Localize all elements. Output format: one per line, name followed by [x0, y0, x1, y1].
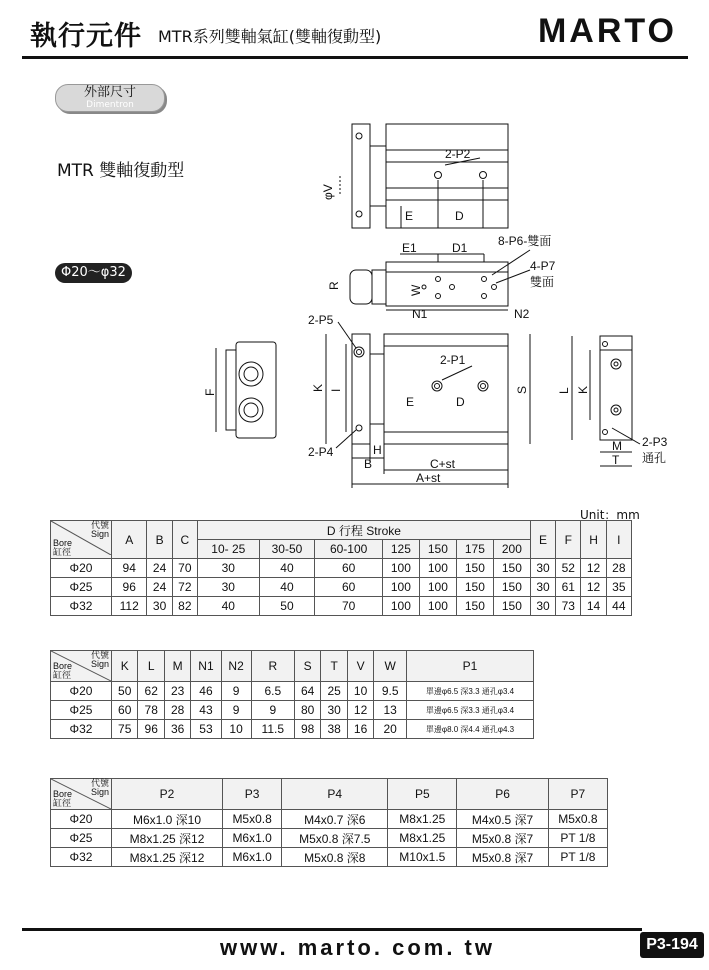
- table-row: [51, 597, 632, 616]
- stroke-col: 60-100: [315, 540, 383, 559]
- stroke-col: 30-50: [259, 540, 315, 559]
- table-cell: 28: [606, 559, 631, 578]
- table-cell: 30: [321, 701, 347, 720]
- table-row: [51, 848, 608, 867]
- label-b: B: [364, 457, 373, 471]
- table-cell: M8x1.25 深12: [112, 848, 223, 867]
- label-p3: 2-P3: [642, 435, 668, 449]
- stroke-col: 10- 25: [197, 540, 259, 559]
- table-cell: 78: [138, 701, 164, 720]
- label-f: F: [203, 388, 217, 396]
- table-cell: 12: [347, 701, 373, 720]
- table-cell: M6x1.0: [223, 829, 282, 848]
- table-cell: 96: [112, 578, 147, 597]
- label-p1: 2-P1: [440, 353, 466, 367]
- badge-label: 外部尺寸: [83, 85, 136, 100]
- label-e-front: E: [406, 395, 415, 409]
- stroke-col: 150: [419, 540, 456, 559]
- label-i: I: [329, 388, 343, 392]
- table-cell: 46: [191, 682, 221, 701]
- header-s: S: [294, 651, 320, 682]
- table-cell: 20: [374, 720, 407, 739]
- table-cell: 12: [581, 578, 606, 597]
- table-cell: 35: [606, 578, 631, 597]
- table-cell: 150: [456, 559, 493, 578]
- table-cell: M10x1.5: [388, 848, 457, 867]
- label-n2: N2: [514, 307, 530, 321]
- label-t: T: [612, 453, 620, 467]
- table-cell: 24: [147, 578, 172, 597]
- table-cell: M5x0.8 深7: [457, 829, 548, 848]
- table-cell: 100: [419, 559, 456, 578]
- table-cell: 100: [419, 597, 456, 616]
- model-title: MTR 雙軸復動型: [57, 161, 185, 181]
- header-p4: P4: [282, 779, 388, 810]
- table2-corner: [51, 651, 112, 682]
- table-cell: M8x1.25: [388, 810, 457, 829]
- badge-sublabel: Dimentron: [86, 100, 134, 110]
- label-c-st: C+st: [430, 457, 456, 471]
- corner-sign: Sign: [90, 787, 109, 797]
- table-cell: M6x1.0: [223, 848, 282, 867]
- header-n1: N1: [191, 651, 221, 682]
- table-cell: PT 1/8: [548, 829, 607, 848]
- header-stroke: D 行程 Stroke: [197, 521, 530, 540]
- label-p2: 2-P2: [445, 147, 471, 161]
- label-h: H: [373, 443, 382, 457]
- p1-spec-cell: 單邊φ6.5 深3.3 通孔φ3.4: [407, 701, 534, 720]
- label-p7-sides: 雙面: [530, 275, 555, 289]
- label-d-top: D: [455, 209, 464, 223]
- bore-cell: Φ32: [51, 720, 112, 739]
- bore-cell: Φ20: [51, 559, 112, 578]
- series-subtitle: MTR系列雙軸氣缸(雙軸復動型): [158, 27, 382, 46]
- section-title: 執行元件: [30, 21, 142, 52]
- table-cell: 150: [493, 597, 530, 616]
- table-cell: 100: [382, 597, 419, 616]
- table-cell: PT 1/8: [548, 848, 607, 867]
- corner-bore: Bore: [53, 538, 73, 548]
- table-cell: 23: [164, 682, 190, 701]
- table-cell: 10: [347, 682, 373, 701]
- table-cell: 52: [556, 559, 581, 578]
- table-cell: 53: [191, 720, 221, 739]
- table-cell: 70: [172, 559, 197, 578]
- bore-cell: Φ25: [51, 701, 112, 720]
- header-a: A: [112, 521, 147, 559]
- table-cell: 100: [382, 578, 419, 597]
- table-cell: 80: [294, 701, 320, 720]
- bore-cell: Φ32: [51, 597, 112, 616]
- table-cell: 43: [191, 701, 221, 720]
- header-l: L: [138, 651, 164, 682]
- header-w: W: [374, 651, 407, 682]
- header-p5: P5: [388, 779, 457, 810]
- table-cell: 10: [221, 720, 251, 739]
- bore-cell: Φ20: [51, 682, 112, 701]
- bore-range-badge: Φ20～φ32: [55, 263, 132, 283]
- table-cell: 112: [112, 597, 147, 616]
- bore-cell: Φ20: [51, 810, 112, 829]
- header-h: H: [581, 521, 606, 559]
- header-k: K: [112, 651, 138, 682]
- corner-sign-cn: 代號: [90, 778, 109, 788]
- unit-label: Unit：mm: [580, 508, 640, 522]
- table-row: [51, 559, 632, 578]
- label-m: M: [612, 439, 622, 453]
- corner-sign-cn: 代號: [90, 650, 109, 660]
- header-b: B: [147, 521, 172, 559]
- table-cell: 50: [112, 682, 138, 701]
- header-p2: P2: [112, 779, 223, 810]
- table-cell: M8x1.25: [388, 829, 457, 848]
- table-cell: 60: [112, 701, 138, 720]
- table3-corner: [51, 779, 112, 810]
- table-cell: 38: [321, 720, 347, 739]
- table-cell: 150: [456, 597, 493, 616]
- table-cell: 98: [294, 720, 320, 739]
- table-cell: 30: [530, 597, 555, 616]
- table-cell: 40: [259, 578, 315, 597]
- label-e-top: E: [405, 209, 414, 223]
- table-cell: 100: [419, 578, 456, 597]
- table-cell: M5x0.8: [223, 810, 282, 829]
- table-cell: M5x0.8 深8: [282, 848, 388, 867]
- table-cell: 36: [164, 720, 190, 739]
- header-p3: P3: [223, 779, 282, 810]
- table-cell: 100: [382, 559, 419, 578]
- label-d-front: D: [456, 395, 465, 409]
- dimension-table-3: [50, 778, 608, 867]
- header-v: V: [347, 651, 373, 682]
- header-i: I: [606, 521, 631, 559]
- table-cell: 64: [294, 682, 320, 701]
- header-p7: P7: [548, 779, 607, 810]
- table-cell: M5x0.8 深7: [457, 848, 548, 867]
- table-cell: 70: [315, 597, 383, 616]
- table1-corner: [51, 521, 112, 559]
- header-e: E: [530, 521, 555, 559]
- table-cell: 60: [315, 559, 383, 578]
- website-url[interactable]: www. marto. com. tw: [220, 935, 495, 960]
- label-p4: 2-P4: [308, 445, 334, 459]
- table-row: [51, 578, 632, 597]
- stroke-col: 200: [493, 540, 530, 559]
- table-row: [51, 682, 534, 701]
- table-cell: 30: [197, 559, 259, 578]
- table-cell: 13: [374, 701, 407, 720]
- footer-divider: [22, 928, 642, 931]
- table-cell: M4x0.5 深7: [457, 810, 548, 829]
- table-cell: M8x1.25 深12: [112, 829, 223, 848]
- table-cell: 82: [172, 597, 197, 616]
- table-cell: 75: [112, 720, 138, 739]
- table-cell: 12: [581, 559, 606, 578]
- label-s: S: [515, 385, 529, 394]
- table-cell: 61: [556, 578, 581, 597]
- header-p1: P1: [407, 651, 534, 682]
- table-cell: 11.5: [251, 720, 294, 739]
- dimension-table-2: [50, 650, 534, 739]
- table-cell: 72: [172, 578, 197, 597]
- bore-cell: Φ25: [51, 829, 112, 848]
- table-row: [51, 810, 608, 829]
- p1-spec-cell: 單邊φ6.5 深3.3 通孔φ3.4: [407, 682, 534, 701]
- table-cell: 16: [347, 720, 373, 739]
- table-cell: 30: [530, 578, 555, 597]
- stroke-col: 125: [382, 540, 419, 559]
- table-cell: M5x0.8: [548, 810, 607, 829]
- corner-sign: Sign: [90, 659, 109, 669]
- header-p6: P6: [457, 779, 548, 810]
- page-number: P3-194: [640, 932, 704, 958]
- front-view-body: [384, 334, 508, 444]
- brand-logo: MARTO: [537, 12, 677, 50]
- table-cell: 9.5: [374, 682, 407, 701]
- bore-cell: Φ32: [51, 848, 112, 867]
- label-p6: 8-P6-雙面: [498, 234, 552, 248]
- label-k-front: K: [311, 383, 325, 392]
- table-cell: 40: [197, 597, 259, 616]
- table-cell: M4x0.7 深6: [282, 810, 388, 829]
- table-row: [51, 720, 534, 739]
- label-p5: 2-P5: [308, 313, 334, 327]
- table-cell: 6.5: [251, 682, 294, 701]
- label-a-st: A+st: [416, 471, 441, 485]
- dimension-table-1: [50, 520, 632, 616]
- corner-bore-cn: 缸徑: [53, 670, 72, 680]
- table-cell: 30: [147, 597, 172, 616]
- header-c: C: [172, 521, 197, 559]
- label-through-hole: 通孔: [642, 451, 667, 465]
- table-cell: 28: [164, 701, 190, 720]
- label-phi-v: φV: [321, 184, 335, 200]
- table-cell: 14: [581, 597, 606, 616]
- table-cell: 25: [321, 682, 347, 701]
- table-cell: 30: [197, 578, 259, 597]
- side-view-body: [386, 262, 508, 306]
- bore-cell: Φ25: [51, 578, 112, 597]
- table-cell: 9: [251, 701, 294, 720]
- table-cell: 9: [221, 682, 251, 701]
- table-cell: 9: [221, 701, 251, 720]
- corner-sign-cn: 代號: [90, 520, 109, 530]
- label-l: L: [557, 387, 571, 394]
- table-cell: 94: [112, 559, 147, 578]
- corner-bore: Bore: [53, 789, 73, 799]
- table-cell: 62: [138, 682, 164, 701]
- p1-spec-cell: 單邊φ8.0 深4.4 通孔φ4.3: [407, 720, 534, 739]
- stroke-col: 175: [456, 540, 493, 559]
- label-e1: E1: [402, 241, 417, 255]
- table-row: [51, 829, 608, 848]
- label-n1: N1: [412, 307, 428, 321]
- label-r: R: [327, 281, 341, 290]
- header-n2: N2: [221, 651, 251, 682]
- label-w: W: [409, 284, 423, 296]
- header-m: M: [164, 651, 190, 682]
- table-cell: 96: [138, 720, 164, 739]
- table-cell: 44: [606, 597, 631, 616]
- corner-bore-cn: 缸徑: [53, 547, 72, 557]
- table-cell: 150: [493, 559, 530, 578]
- header-r: R: [251, 651, 294, 682]
- label-k-end: K: [576, 385, 590, 394]
- label-p7: 4-P7: [530, 259, 556, 273]
- corner-bore-cn: 缸徑: [53, 798, 72, 808]
- table-cell: 24: [147, 559, 172, 578]
- table-cell: 150: [456, 578, 493, 597]
- table-cell: M6x1.0 深10: [112, 810, 223, 829]
- table-row: [51, 701, 534, 720]
- table-cell: 40: [259, 559, 315, 578]
- label-d1: D1: [452, 241, 468, 255]
- table-cell: 50: [259, 597, 315, 616]
- header-f: F: [556, 521, 581, 559]
- corner-sign: Sign: [90, 529, 109, 539]
- table-cell: 73: [556, 597, 581, 616]
- table-cell: 30: [530, 559, 555, 578]
- table-cell: M5x0.8 深7.5: [282, 829, 388, 848]
- table-cell: 150: [493, 578, 530, 597]
- header-t: T: [321, 651, 347, 682]
- table-cell: 60: [315, 578, 383, 597]
- corner-bore: Bore: [53, 661, 73, 671]
